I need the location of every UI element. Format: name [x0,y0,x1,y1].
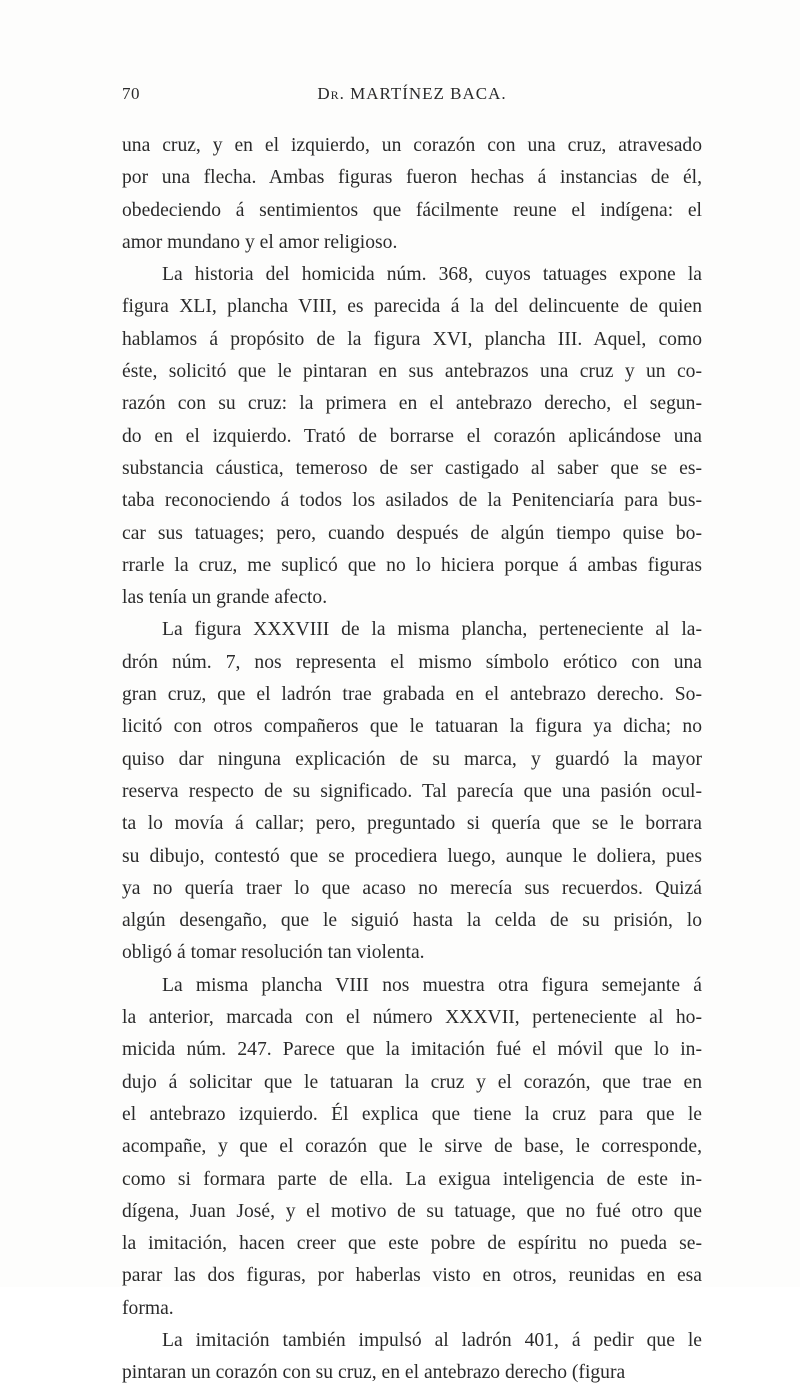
text-line: parar las dos figuras, por haberlas visto en otros, reunidas en esa [122,1265,702,1287]
text-line: figura XLI, plancha VIII, es parecida á la del delincuente de quien [122,296,702,318]
text-line: éste, solicitó que le pintaran en sus antebrazos una cruz y un co- [122,361,702,383]
body-text [122,130,702,1390]
text-line: car sus tatuages; pero, cuando después de algún tiempo quise bo- [122,522,702,544]
text-line: do en el izquierdo. Trató de borrarse el corazón aplicándose una [122,425,702,447]
text-line: hablamos á propósito de la figura XVI, plancha III. Aquel, como [122,328,702,350]
text-line: reserva respecto de su significado. Tal parecía que una pasión ocul- [122,780,702,802]
running-title: Dr. MARTÍNEZ BACA. [317,84,507,103]
text-line: gran cruz, que el ladrón trae grabada en el antebrazo derecho. So- [122,684,702,706]
paragraph [122,130,702,259]
text-line: taba reconociendo á todos los asilados de la Penitenciaría para bus- [122,490,702,512]
text-line: algún desengaño, que le siguió hasta la celda de su prisión, lo [122,910,702,932]
text-line: pintaran un corazón con su cruz, en el antebrazo derecho (figura [122,1362,626,1384]
text-line: quiso dar ninguna explicación de su marca, y guardó la mayor [122,748,702,770]
paragraph [122,970,702,1325]
text-line: substancia cáustica, temeroso de ser castigado al saber que se es- [122,457,702,479]
text-line: obligó á tomar resolución tan violenta. [122,942,425,964]
page-number: 70 [122,84,140,103]
running-head [122,84,702,108]
text-line: La figura XXXVIII de la misma plancha, perteneciente al la- [162,619,702,641]
text-line: La imitación también impulsó al ladrón 401, á pedir que le [162,1329,702,1351]
text-line: amor mundano y el amor religioso. [122,231,398,253]
text-line: razón con su cruz: la primera en el antebrazo derecho, el segun- [122,393,702,415]
text-line: por una flecha. Ambas figuras fueron hechas á instancias de él, [122,167,702,189]
text-line: su dibujo, contestó que se procediera luego, aunque le doliera, pues [122,845,702,867]
text-line: una cruz, y en el izquierdo, un corazón con una cruz, atravesado [122,135,702,156]
text-line: dígena, Juan José, y el motivo de su tatuage, que no fué otro que [122,1200,702,1222]
text-line: la imitación, hacen creer que este pobre de espíritu no pueda se- [122,1233,702,1255]
text-line: la anterior, marcada con el número XXXVII, perteneciente al ho- [122,1007,702,1029]
text-line: La misma plancha VIII nos muestra otra figura semejante á [162,974,702,996]
text-line: forma. [122,1297,174,1319]
paragraph [122,259,702,614]
text-line: rrarle la cruz, me suplicó que no lo hiciera porque á ambas figuras [122,554,702,576]
text-line: como si formara parte de ella. La exigua inteligencia de este in- [122,1168,702,1190]
text-line: el antebrazo izquierdo. Él explica que tiene la cruz para que le [122,1103,702,1125]
text-line: acompañe, y que el corazón que le sirve de base, le corresponde, [122,1136,702,1158]
paragraph [122,1325,702,1390]
text-line: las tenía un grande afecto. [122,587,328,609]
text-line: ya no quería traer lo que acaso no merecía sus recuerdos. Quizá [122,877,702,899]
text-line: ta lo movía á callar; pero, preguntado si quería que se le borrara [122,813,702,835]
text-line: obedeciendo á sentimientos que fácilmente reune el indígena: el [122,199,702,221]
text-line: La historia del homicida núm. 368, cuyos tatuages expone la [162,264,702,286]
text-line: licitó con otros compañeros que le tatuaran la figura ya dicha; no [122,716,702,738]
text-line: drón núm. 7, nos representa el mismo símbolo erótico con una [122,651,702,673]
paragraph [122,614,702,969]
text-line: micida núm. 247. Parece que la imitación fué el móvil que lo in- [122,1039,702,1061]
text-line: dujo á solicitar que le tatuaran la cruz y el corazón, que trae en [122,1071,702,1093]
